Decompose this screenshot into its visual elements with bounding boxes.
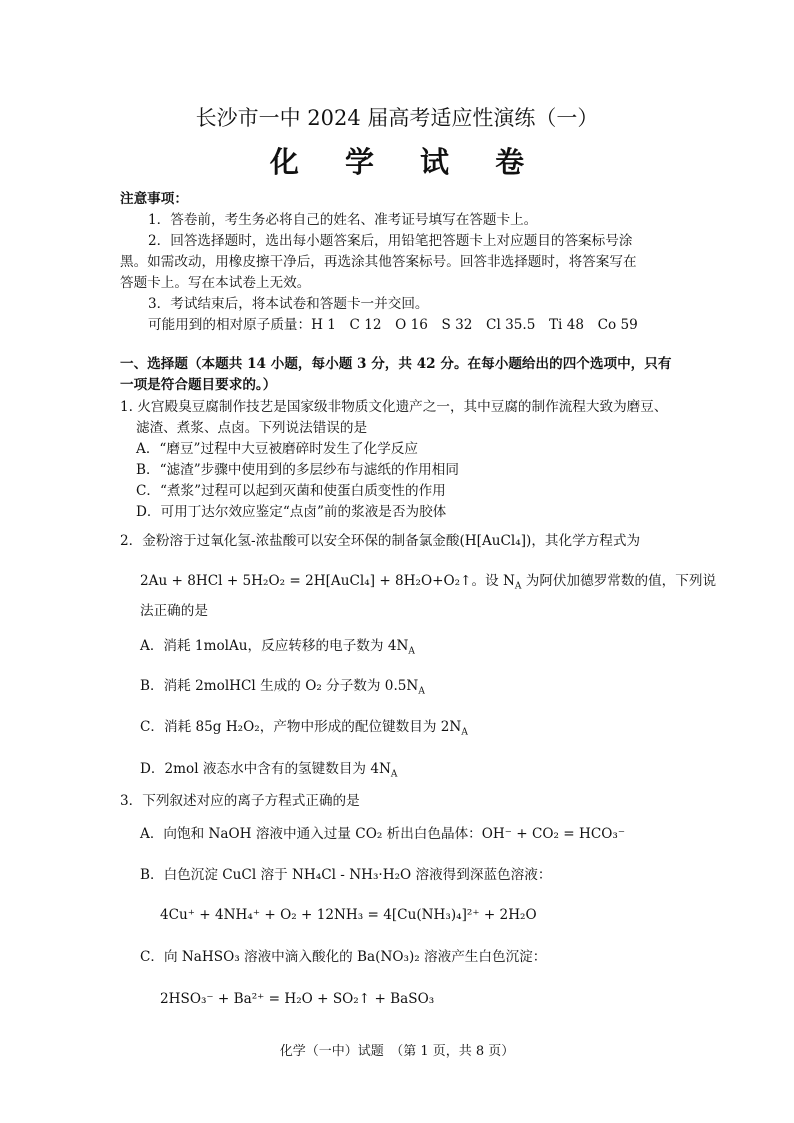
q2-stem-line1 bbox=[120, 532, 640, 550]
q2-option-d-line bbox=[140, 760, 397, 784]
notice-item-2c: 答题卡上。写在本试卷上无效。 bbox=[120, 275, 311, 291]
q2-option-c-line bbox=[140, 718, 468, 742]
q3-option-a: A．向饱和 NaOH 溶液中通入过量 CO₂ 析出白色晶体：OH⁻ + CO₂ = HCO₃⁻ bbox=[140, 826, 626, 842]
section1-heading-a: 一、选择题（本题共 14 小题，每小题 3 分，共 42 分。在每小题给出的四个选项中，只有 bbox=[120, 356, 672, 372]
q2-stem-a: 2．金粉溶于过氧化氢-浓盐酸可以安全环保的制备氯金酸( bbox=[120, 533, 465, 549]
q3-option-b-equation: 4Cu⁺ + 4NH₄⁺ + O₂ + 12NH₃ = 4[Cu(NH₃)₄]²⁺ + 2H₂O bbox=[160, 907, 537, 923]
q2-stem-c: 法正确的是 bbox=[140, 603, 208, 619]
q2-stem-formula: H[AuCl₄] bbox=[464, 533, 527, 549]
notice-heading: 注意事项： bbox=[120, 191, 188, 207]
notice-item-1: 1．答卷前，考生务必将自己的姓名、准考证号填写在答题卡上。 bbox=[148, 212, 538, 228]
notice-item-3: 3．考试结束后，将本试卷和答题卡一并交回。 bbox=[148, 296, 429, 312]
q1-option-b: B．“滤渣”步骤中使用到的多层纱布与滤纸的作用相同 bbox=[136, 462, 459, 478]
q2-option-c: C．消耗 85g H₂O₂，产物中形成的配位键数目为 2N bbox=[140, 719, 462, 735]
q1-stem-b: 滤渣、煮浆、点卤。下列说法错误的是 bbox=[136, 420, 368, 436]
q2-na-sub: A bbox=[514, 581, 522, 592]
section1-heading-b: 一项是符合题目要求的。） bbox=[120, 377, 277, 393]
q1-option-c: C．“煮浆”过程可以起到灭菌和使蛋白质变性的作用 bbox=[136, 483, 446, 499]
q2-option-d-sub: A bbox=[390, 769, 398, 780]
q1-option-a: A．“磨豆”过程中大豆被磨碎时发生了化学反应 bbox=[136, 441, 418, 457]
q2-equation-tail2: 为阿伏加德罗常数的值，下列说 bbox=[521, 573, 717, 589]
notice-item-2a: 2．回答选择题时，选出每小题答案后，用铅笔把答题卡上对应题目的答案标号涂 bbox=[148, 233, 633, 249]
q2-equation: 2Au + 8HCl + 5H₂O₂ = 2H[AuCl₄] + 8H₂O+O₂↑ bbox=[140, 573, 472, 589]
q3-option-b: B．白色沉淀 CuCl 溶于 NH₄Cl - NH₃·H₂O 溶液得到深蓝色溶液： bbox=[140, 867, 552, 883]
notice-item-2b: 黑。如需改动，用橡皮擦干净后，再选涂其他答案标号。回答非选择题时，将答案写在 bbox=[120, 254, 637, 270]
page-footer: 化学（一中）试题 （第 1 页，共 8 页） bbox=[279, 1044, 515, 1059]
q2-option-c-sub: A bbox=[461, 727, 468, 738]
q1-option-d: D．可用丁达尔效应鉴定“点卤”前的浆液是否为胶体 bbox=[136, 504, 447, 520]
subject-title: 化 学 试 卷 bbox=[269, 145, 543, 179]
q2-option-a-sub: A bbox=[408, 646, 415, 657]
q2-option-a-line bbox=[140, 637, 415, 661]
q2-option-b: B．消耗 2molHCl 生成的 O₂ 分子数为 0.5N bbox=[140, 678, 419, 694]
q2-option-d: D．2mol 液态水中含有的氢键数目为 4N bbox=[140, 761, 391, 777]
q3-option-c: C．向 NaHSO₃ 溶液中滴入酸化的 Ba(NO₃)₂ 溶液产生白色沉淀： bbox=[140, 949, 547, 965]
atomic-masses: 可能用到的相对原子质量：H 1 C 12 O 16 S 32 Cl 35.5 Ti 48 Co 59 bbox=[148, 317, 638, 333]
q2-stem-a-end: )，其化学方程式为 bbox=[526, 533, 641, 549]
q2-option-b-sub: A bbox=[418, 686, 425, 697]
q3-option-c-equation: 2HSO₃⁻ + Ba²⁺ = H₂O + SO₂↑ + BaSO₃ bbox=[160, 991, 435, 1007]
exam-title: 长沙市一中 2024 届高考适应性演练（一） bbox=[195, 106, 599, 130]
q1-stem-a: 1. 火宫殿臭豆腐制作技艺是国家级非物质文化遗产之一，其中豆腐的制作流程大致为磨豆、 bbox=[120, 399, 668, 415]
q2-equation-tail: 。设 N bbox=[471, 573, 515, 589]
q2-option-a: A．消耗 1molAu，反应转移的电子数为 4N bbox=[140, 638, 409, 654]
q3-stem: 3．下列叙述对应的离子方程式正确的是 bbox=[120, 793, 360, 809]
q2-equation-line bbox=[140, 572, 716, 596]
q2-option-b-line bbox=[140, 677, 425, 701]
